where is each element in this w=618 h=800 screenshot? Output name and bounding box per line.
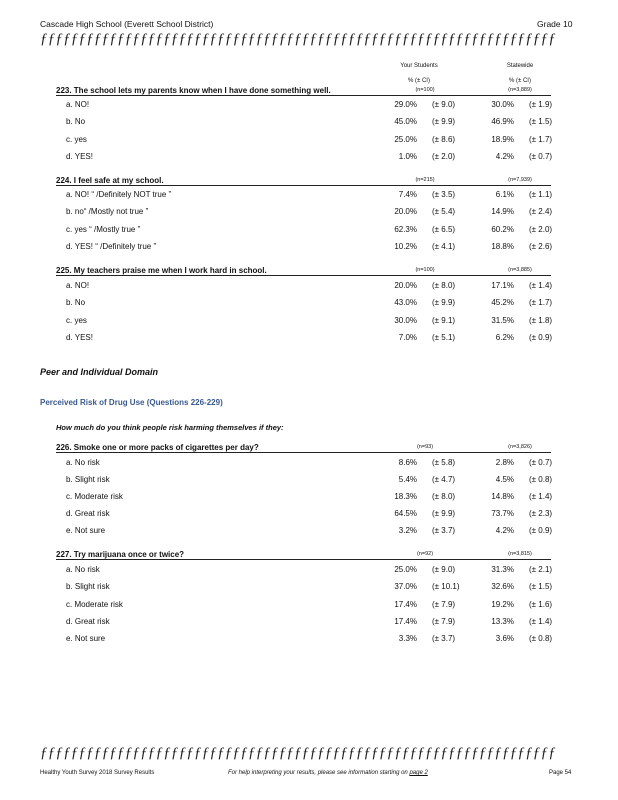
your-percent: 43.0% bbox=[394, 298, 417, 307]
state-percent: 4.2% bbox=[495, 152, 514, 161]
state-ci: (± 2.1) bbox=[529, 565, 553, 574]
your-percent: 25.0% bbox=[394, 135, 417, 144]
your-percent: 62.3% bbox=[394, 225, 417, 234]
state-percent: 13.3% bbox=[491, 617, 514, 626]
answer-option: c. yes bbox=[66, 135, 87, 144]
state-percent: 18.9% bbox=[491, 135, 514, 144]
your-percent: 7.4% bbox=[398, 190, 417, 199]
domain-title: Peer and Individual Domain bbox=[40, 367, 159, 377]
state-percent: 17.1% bbox=[491, 281, 514, 290]
answer-option: c. Moderate risk bbox=[66, 600, 123, 609]
state-percent: 4.2% bbox=[495, 526, 514, 535]
your-percent: 7.0% bbox=[398, 333, 417, 342]
n-your-students: (n=215) bbox=[415, 177, 435, 183]
state-ci: (± 1.5) bbox=[529, 117, 553, 126]
state-ci: (± 1.7) bbox=[529, 298, 553, 307]
your-ci: (± 9.9) bbox=[432, 298, 456, 307]
decorative-rule-bottom: ƒƒƒƒƒƒƒƒƒƒƒƒƒƒƒƒƒƒƒƒƒƒƒƒƒƒƒƒƒƒƒƒƒƒƒƒƒƒƒƒƒƒƒƒƒƒƒƒƒƒƒƒƒƒƒƒƒƒƒƒƒƒƒƒƒƒƒ bbox=[40, 745, 556, 761]
your-percent: 10.2% bbox=[394, 242, 417, 251]
answer-option: c. yes “ /Mostly true ” bbox=[66, 225, 141, 234]
your-ci: (± 3.5) bbox=[432, 190, 456, 199]
question-intro: How much do you think people risk harming themselves if they: bbox=[56, 423, 284, 432]
state-percent: 19.2% bbox=[491, 600, 514, 609]
state-ci: (± 2.4) bbox=[529, 207, 553, 216]
your-ci: (± 4.1) bbox=[432, 242, 456, 251]
col-your-pct: % (± CI) bbox=[408, 78, 430, 84]
n-statewide: (n=3,885) bbox=[508, 267, 532, 273]
state-ci: (± 2.3) bbox=[529, 509, 553, 518]
state-ci: (± 2.6) bbox=[529, 242, 553, 251]
grade-label: Grade 10 bbox=[537, 19, 573, 29]
state-percent: 18.8% bbox=[491, 242, 514, 251]
n-statewide: (n=3,815) bbox=[508, 551, 532, 557]
question-title: 227. Try marijuana once or twice? bbox=[56, 550, 185, 559]
your-ci: (± 6.5) bbox=[432, 225, 456, 234]
state-percent: 32.6% bbox=[491, 582, 514, 591]
state-percent: 46.9% bbox=[491, 117, 514, 126]
footer-help-text: For help interpreting your results, please see information starting on page 2 bbox=[228, 770, 428, 776]
question-rule bbox=[56, 452, 551, 453]
question-rule bbox=[56, 559, 551, 560]
state-percent: 14.9% bbox=[491, 207, 514, 216]
your-percent: 25.0% bbox=[394, 565, 417, 574]
question-rule bbox=[56, 275, 551, 276]
state-ci: (± 0.9) bbox=[529, 333, 553, 342]
footer-page-number: Page 54 bbox=[549, 770, 572, 776]
answer-option: d. Great risk bbox=[66, 509, 110, 518]
state-ci: (± 0.8) bbox=[529, 634, 553, 643]
answer-option: a. No risk bbox=[66, 458, 100, 467]
answer-option: a. NO! bbox=[66, 281, 90, 290]
state-percent: 3.6% bbox=[495, 634, 514, 643]
state-percent: 31.3% bbox=[491, 565, 514, 574]
question-title: 223. The school lets my parents know when I have done something well. bbox=[56, 86, 331, 95]
state-ci: (± 1.4) bbox=[529, 281, 553, 290]
state-percent: 6.1% bbox=[495, 190, 514, 199]
n-your-students: (n=93) bbox=[416, 444, 434, 450]
your-ci: (± 2.0) bbox=[432, 152, 456, 161]
state-ci: (± 1.4) bbox=[529, 492, 553, 501]
your-ci: (± 9.9) bbox=[432, 117, 456, 126]
n-your-students: (n=92) bbox=[416, 551, 434, 557]
n-statewide: (n=3,889) bbox=[508, 87, 532, 93]
your-ci: (± 7.9) bbox=[432, 617, 456, 626]
your-ci: (± 9.9) bbox=[432, 509, 456, 518]
your-ci: (± 3.7) bbox=[432, 634, 456, 643]
your-percent: 45.0% bbox=[394, 117, 417, 126]
your-percent: 5.4% bbox=[398, 475, 417, 484]
your-percent: 17.4% bbox=[394, 600, 417, 609]
your-ci: (± 3.7) bbox=[432, 526, 456, 535]
footer-page-link[interactable]: page 2 bbox=[409, 770, 428, 776]
question-title: 225. My teachers praise me when I work hard in school. bbox=[56, 266, 267, 275]
state-percent: 45.2% bbox=[491, 298, 514, 307]
your-ci: (± 7.9) bbox=[432, 600, 456, 609]
your-percent: 18.3% bbox=[394, 492, 417, 501]
your-ci: (± 5.8) bbox=[432, 458, 456, 467]
state-percent: 30.0% bbox=[491, 100, 514, 109]
state-percent: 73.7% bbox=[491, 509, 514, 518]
your-percent: 3.2% bbox=[398, 526, 417, 535]
answer-option: b. Slight risk bbox=[66, 582, 110, 591]
col-state-pct: % (± CI) bbox=[509, 78, 531, 84]
answer-option: a. NO! bbox=[66, 100, 90, 109]
state-ci: (± 0.7) bbox=[529, 458, 553, 467]
col-your-students: Your Students bbox=[400, 63, 438, 69]
your-ci: (± 9.1) bbox=[432, 316, 456, 325]
your-ci: (± 9.0) bbox=[432, 565, 456, 574]
state-ci: (± 1.8) bbox=[529, 316, 553, 325]
state-ci: (± 1.7) bbox=[529, 135, 553, 144]
answer-option: c. Moderate risk bbox=[66, 492, 123, 501]
state-percent: 2.8% bbox=[495, 458, 514, 467]
your-percent: 1.0% bbox=[398, 152, 417, 161]
answer-option: a. NO! “ /Definitely NOT true ” bbox=[66, 190, 172, 199]
answer-option: a. No risk bbox=[66, 565, 100, 574]
your-percent: 30.0% bbox=[394, 316, 417, 325]
your-ci: (± 10.1) bbox=[432, 582, 460, 591]
state-ci: (± 1.4) bbox=[529, 617, 553, 626]
state-percent: 31.5% bbox=[491, 316, 514, 325]
state-ci: (± 0.9) bbox=[529, 526, 553, 535]
state-ci: (± 1.1) bbox=[529, 190, 553, 199]
decorative-rule-top: ƒƒƒƒƒƒƒƒƒƒƒƒƒƒƒƒƒƒƒƒƒƒƒƒƒƒƒƒƒƒƒƒƒƒƒƒƒƒƒƒƒƒƒƒƒƒƒƒƒƒƒƒƒƒƒƒƒƒƒƒƒƒƒƒƒƒƒ bbox=[40, 31, 556, 47]
your-ci: (± 5.4) bbox=[432, 207, 456, 216]
answer-option: b. No bbox=[66, 117, 86, 126]
school-name: Cascade High School (Everett School District) bbox=[40, 19, 214, 29]
state-percent: 4.5% bbox=[495, 475, 514, 484]
question-title: 226. Smoke one or more packs of cigarettes per day? bbox=[56, 443, 259, 452]
your-ci: (± 4.7) bbox=[432, 475, 456, 484]
your-ci: (± 9.0) bbox=[432, 100, 456, 109]
state-ci: (± 0.8) bbox=[529, 475, 553, 484]
your-percent: 17.4% bbox=[394, 617, 417, 626]
state-ci: (± 1.9) bbox=[529, 100, 553, 109]
n-your-students: (n=100) bbox=[415, 267, 435, 273]
answer-option: d. YES! bbox=[66, 152, 93, 161]
state-ci: (± 0.7) bbox=[529, 152, 553, 161]
state-ci: (± 2.0) bbox=[529, 225, 553, 234]
answer-option: b. Slight risk bbox=[66, 475, 110, 484]
your-percent: 8.6% bbox=[398, 458, 417, 467]
your-ci: (± 8.0) bbox=[432, 492, 456, 501]
answer-option: e. Not sure bbox=[66, 634, 106, 643]
your-ci: (± 5.1) bbox=[432, 333, 456, 342]
your-ci: (± 8.6) bbox=[432, 135, 456, 144]
col-statewide: Statewide bbox=[506, 63, 534, 69]
answer-option: d. Great risk bbox=[66, 617, 110, 626]
your-percent: 29.0% bbox=[394, 100, 417, 109]
your-percent: 3.3% bbox=[398, 634, 417, 643]
state-percent: 6.2% bbox=[495, 333, 514, 342]
question-rule bbox=[56, 185, 551, 186]
your-percent: 64.5% bbox=[394, 509, 417, 518]
answer-option: e. Not sure bbox=[66, 526, 106, 535]
state-percent: 60.2% bbox=[491, 225, 514, 234]
your-ci: (± 8.0) bbox=[432, 281, 456, 290]
your-percent: 20.0% bbox=[394, 281, 417, 290]
answer-option: b. no“ /Mostly not true ” bbox=[66, 207, 149, 216]
your-percent: 37.0% bbox=[394, 582, 417, 591]
state-ci: (± 1.6) bbox=[529, 600, 553, 609]
question-title: 224. I feel safe at my school. bbox=[56, 176, 164, 185]
state-percent: 14.8% bbox=[491, 492, 514, 501]
answer-option: b. No bbox=[66, 298, 86, 307]
your-percent: 20.0% bbox=[394, 207, 417, 216]
footer-survey-name: Healthy Youth Survey 2018 Survey Results bbox=[40, 770, 155, 776]
answer-option: d. YES! “ /Definitely true ” bbox=[66, 242, 157, 251]
question-rule bbox=[56, 95, 551, 96]
n-statewide: (n=7,939) bbox=[508, 177, 532, 183]
n-your-students: (n=100) bbox=[415, 87, 435, 93]
state-ci: (± 1.5) bbox=[529, 582, 553, 591]
answer-option: d. YES! bbox=[66, 333, 93, 342]
subsection-title: Perceived Risk of Drug Use (Questions 226-229) bbox=[40, 398, 223, 407]
n-statewide: (n=3,826) bbox=[508, 444, 532, 450]
answer-option: c. yes bbox=[66, 316, 87, 325]
